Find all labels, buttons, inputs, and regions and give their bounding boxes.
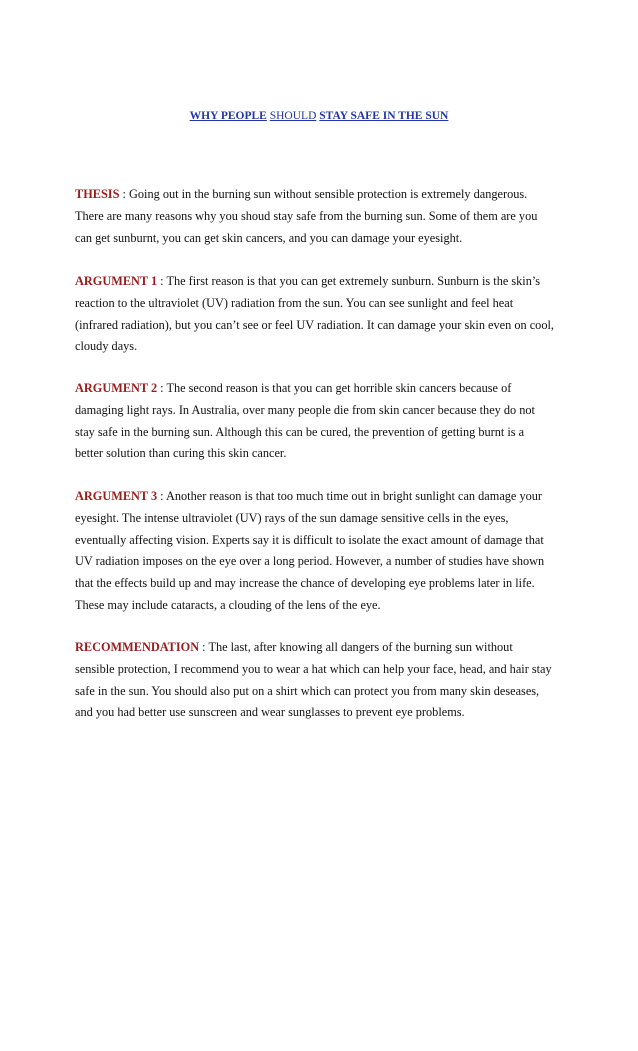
title-part-2: SHOULD <box>269 110 317 122</box>
section-label: ARGUMENT 1 <box>75 274 158 288</box>
paragraph-line: cloudy days. <box>75 339 138 354</box>
recommendation-paragraph <box>75 637 575 724</box>
argument-3-paragraph <box>75 486 575 617</box>
line-text: : Going out in the burning sun without sensible protection is extremely dangerous. <box>119 187 528 201</box>
paragraph-line <box>75 378 575 400</box>
paragraph-line: can get sunburnt, you can get skin cancers, and you can damage your eyesight. <box>75 230 463 245</box>
paragraph-line: that the effects build up and may increase the chance of developing eye problems later in life. <box>75 576 535 591</box>
paragraph-line <box>75 637 575 659</box>
argument-1-paragraph <box>75 271 575 358</box>
section-label: THESIS <box>75 187 120 201</box>
paragraph-line <box>75 486 575 508</box>
line-text: : Another reason is that too much time out in bright sunlight can damage your <box>157 489 542 503</box>
thesis-paragraph <box>75 184 575 249</box>
title-part-3: STAY SAFE IN THE SUN <box>319 110 449 122</box>
section-label: ARGUMENT 2 <box>75 381 158 395</box>
line-text: : The first reason is that you can get extremely sunburn. Sunburn is the skin’s <box>157 274 541 288</box>
paragraph-line: sensible protection, I recommend you to wear a hat which can help your face, head, and hair stay <box>75 661 552 676</box>
line-text: : The second reason is that you can get horrible skin cancers because of <box>157 381 512 395</box>
paragraph-line <box>75 184 575 206</box>
paragraph-line: UV radiation imposes on the eye over a long period. However, a number of studies have shown <box>75 554 545 569</box>
paragraph-line: eyesight. The intense ultraviolet (UV) rays of the sun damage sensitive cells in the eyes, <box>75 510 509 525</box>
paragraph-line: safe in the sun. You should also put on a shirt which can protect you from many skin deseases, <box>75 683 540 698</box>
section-label: ARGUMENT 3 <box>75 489 158 503</box>
paragraph-line: stay safe in the burning sun. Although this can be cured, the prevention of getting burnt is a <box>75 424 525 439</box>
paragraph-line: damaging light rays. In Australia, over many people die from skin cancer because they do not <box>75 402 535 417</box>
title-part-1: WHY PEOPLE <box>189 110 267 122</box>
document-title <box>0 110 638 122</box>
paragraph-line: and you had better use sunscreen and wear sunglasses to prevent eye problems. <box>75 705 465 720</box>
paragraph-line: (infrared radiation), but you can’t see or feel UV radiation. It can damage your skin even on cool, <box>75 317 554 332</box>
paragraph-line: reaction to the ultraviolet (UV) radiation from the sun. You can see sunlight and feel heat <box>75 295 514 310</box>
paragraph-line <box>75 271 575 293</box>
section-label: RECOMMENDATION <box>75 640 200 654</box>
line-text: : The last, after knowing all dangers of the burning sun without <box>199 640 513 654</box>
paragraph-line: There are many reasons why you shoud stay safe from the burning sun. Some of them are you <box>75 208 538 223</box>
paragraph-line: better solution than curing this skin cancer. <box>75 446 287 461</box>
argument-2-paragraph <box>75 378 575 465</box>
paragraph-line: eventually affecting vision. Experts say it is difficult to isolate the exact amount of damage that <box>75 532 544 547</box>
paragraph-line: These may include cataracts, a clouding of the lens of the eye. <box>75 597 381 612</box>
